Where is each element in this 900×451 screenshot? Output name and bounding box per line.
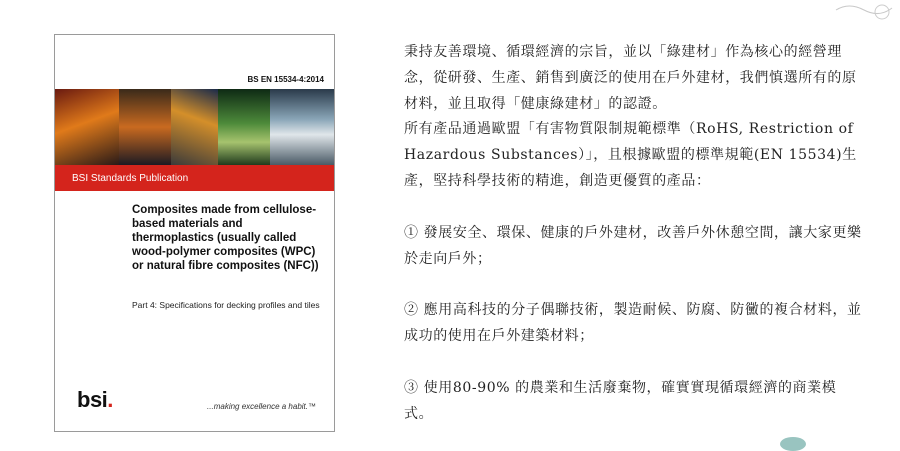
point-three: ③ 使用80-90% 的農業和生活廢棄物，確實實現循環經濟的商業模式。: [404, 379, 837, 422]
point-one: ① 發展安全、環保、健康的戶外建材，改善戶外休憩空間，讓大家更樂於走向戶外；: [404, 224, 862, 267]
publication-band: BSI Standards Publication: [55, 165, 334, 191]
corner-doodle-icon: [834, 0, 894, 24]
paragraph-standards: 所有產品通過歐盟「有害物質限制規範標準（RoHS, Restriction of Hazardous Substances）」，且根據歐盟的標準規範(EN 15534)生產，堅持科學技術的精進，創造更優質的產品：: [404, 121, 857, 189]
paragraph-mission: 秉持友善環境、循環經濟的宗旨，並以「綠建材」作為核心的經營理念，從研發、生產、銷售到廣泛的使用在戶外建材，我們慎選所有的原材料，並且取得「健康綠建材」的認證。: [404, 44, 857, 112]
bsi-tagline-tm: ™: [308, 402, 316, 411]
bsi-logo-text: bsi: [77, 387, 108, 412]
cover-photo-engineer: [171, 89, 218, 165]
bsi-logo-dot: .: [107, 387, 113, 412]
cover-photo-worker: [119, 89, 171, 165]
cover-photo-bamboo: [218, 89, 270, 165]
bsi-logo: [77, 387, 113, 413]
point-two: ② 應用高科技的分子偶聯技術，製造耐候、防腐、防黴的複合材料，並成功的使用在戶外建築材料；: [404, 302, 862, 345]
standard-cover-image: [54, 34, 335, 432]
corner-decoration: [780, 437, 806, 451]
bsi-tagline-text: ...making excellence a habit.: [207, 402, 308, 411]
cover-photo-industry: [55, 89, 119, 165]
cover-subtitle: Part 4: Specifications for decking profiles and tiles: [132, 300, 320, 310]
cover-title: Composites made from cellulose-based materials and thermoplastics (usually called wood-polymer composites (WPC) or natural fibre composites (NFC)): [132, 204, 319, 272]
bsi-tagline: [207, 402, 316, 411]
cover-photo-strip: [55, 89, 334, 165]
cover-photo-car: [270, 89, 334, 165]
standard-number: BS EN 15534-4:2014: [247, 75, 324, 84]
description-text: [404, 40, 864, 428]
